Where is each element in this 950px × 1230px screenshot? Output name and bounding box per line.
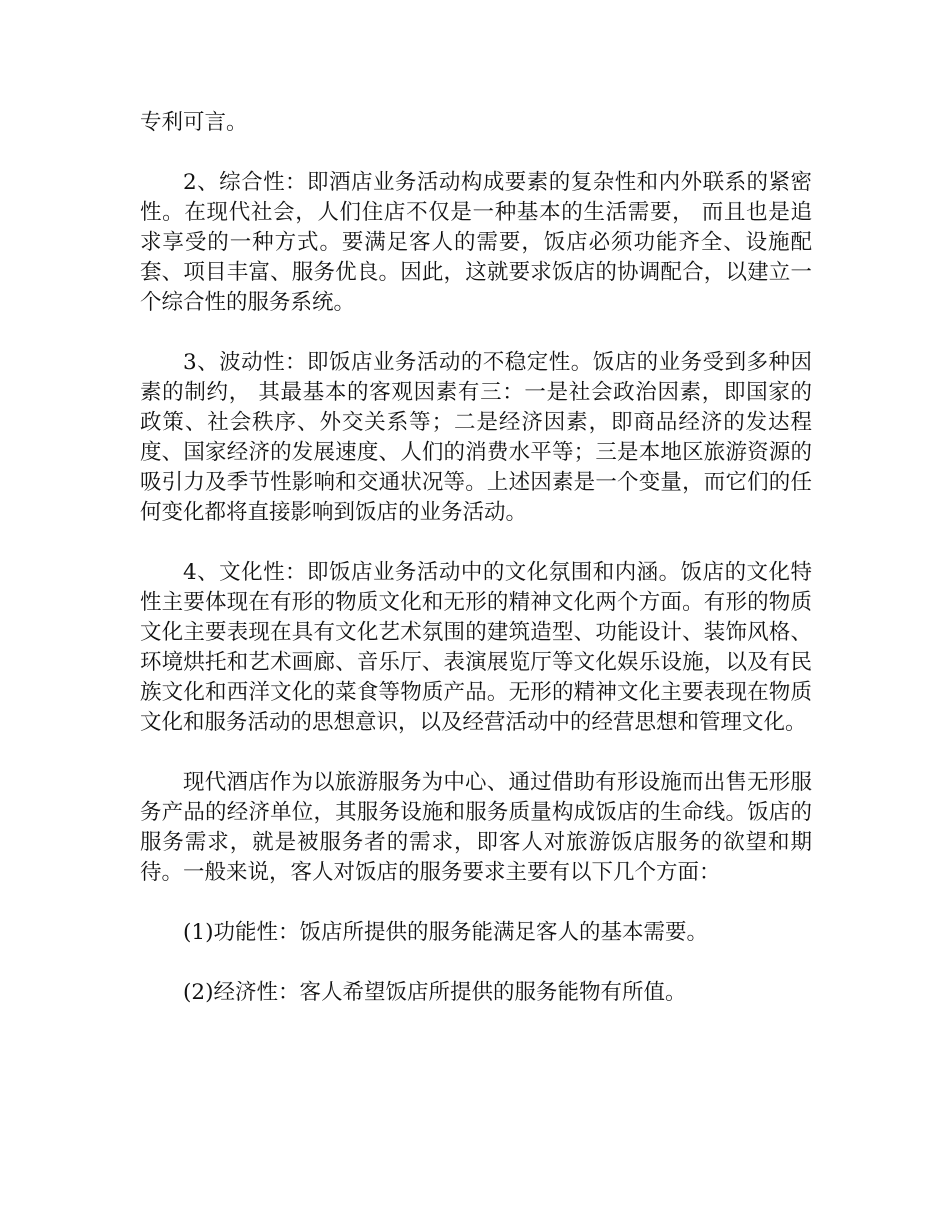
paragraph-service-requirements: 现代酒店作为以旅游服务为中心、通过借助有形设施而出售无形服务产品的经济单位，其服务设施和服务质量构成饭店的生命线。饭店的服务需求，就是被服务者的需求，即客人对旅游饭店服务的欲望和期待。一般来说，客人对饭店的服务要求主要有以下几个方面： [140,770,812,885]
list-item-functionality: (1)功能性：饭店所提供的服务能满足客人的基本需要。 [183,920,708,945]
paragraph-volatility: 3、波动性：即饭店业务活动的不稳定性。饭店的业务受到多种因素的制约， 其最基本的客观因素有三：一是社会政治因素，即国家的政策、社会秩序、外交关系等；二是经济因素，即商品经济的发达程度、国家经济的发展速度、人们的消费水平等；三是本地区旅游资源的吸引力及季节性影响和交通状况等。上述因素是一个变量，而它们的任何变化都将直接影响到饭店的业务活动。 [140,350,812,525]
paragraph-comprehensiveness: 2、综合性：即酒店业务活动构成要素的复杂性和内外联系的紧密性。在现代社会，人们住店不仅是一种基本的生活需要， 而且也是追求享受的一种方式。要满足客人的需要，饭店必须功能齐全、设施配套、项目丰富、服务优良。因此，这就要求饭店的协调配合，以建立一个综合性的服务系统。 [140,170,812,315]
paragraph-culture: 4、文化性：即饭店业务活动中的文化氛围和内涵。饭店的文化特性主要体现在有形的物质文化和无形的精神文化两个方面。有形的物质文化主要表现在具有文化艺术氛围的建筑造型、功能设计、装饰风格、环境烘托和艺术画廊、音乐厅、表演展览厅等文化娱乐设施，以及有民族文化和西洋文化的菜食等物质产品。无形的精神文化主要表现在物质文化和服务活动的思想意识，以及经营活动中的经营思想和管理文化。 [140,560,812,735]
list-item-economy: (2)经济性：客人希望饭店所提供的服务能物有所值。 [183,980,687,1005]
document-body [140,108,812,1038]
paragraph-continuation: 专利可言。 [140,110,248,135]
